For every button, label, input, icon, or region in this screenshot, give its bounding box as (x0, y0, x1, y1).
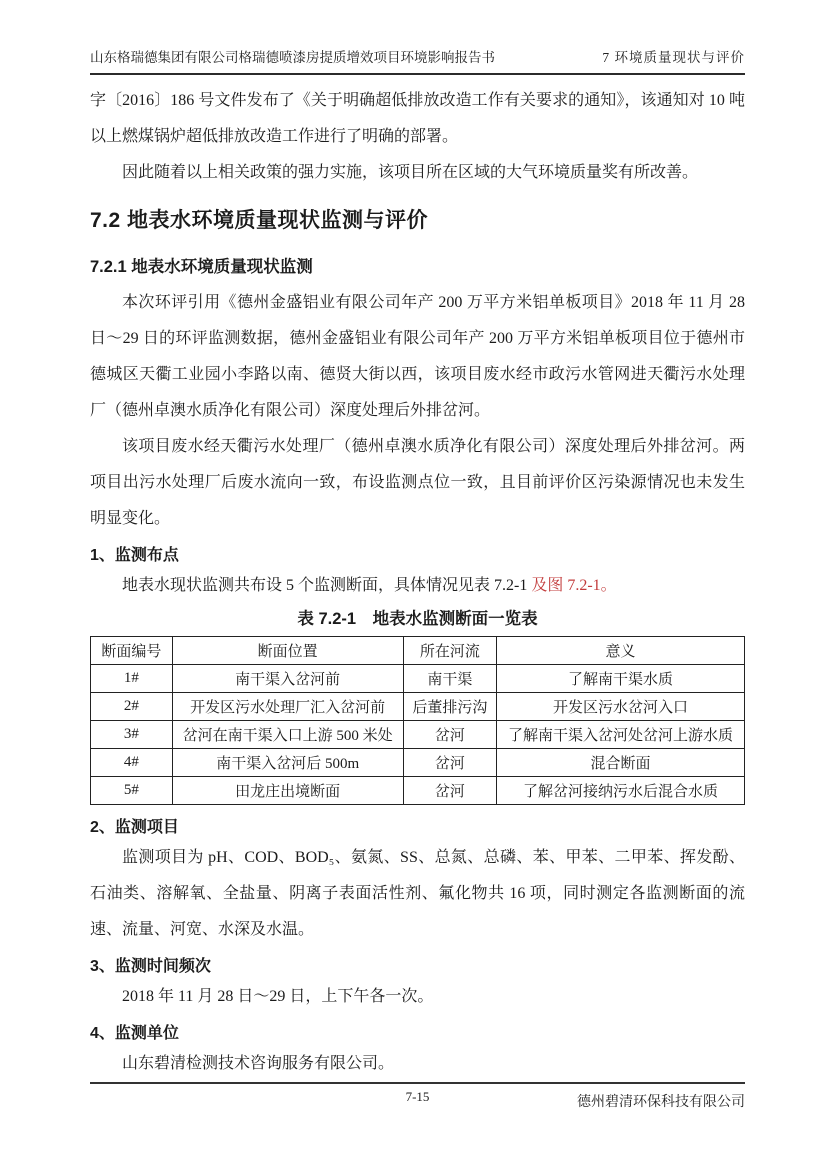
page-number: 7-15 (405, 1089, 430, 1104)
table-cell: 南干渠入岔河后 500m (172, 749, 403, 777)
paragraph-reference-project: 本次环评引用《德州金盛铝业有限公司年产 200 万平方米铝单板项目》2018 年 11 月 28 日～29 日的环评监测数据，德州金盛铝业有限公司年产 200 万平方米铝单板项目位于德州市德城区天衢工业园小李路以南、德贤大街以西，该项目废水经市政污水管网进天衢污水处理厂（德州卓澳水质净化有限公司）深度处理后外排岔河。 (90, 294, 745, 419)
monitoring-sections-table (90, 636, 745, 805)
table-row (91, 665, 745, 693)
table-cell: 南干渠 (403, 665, 497, 693)
heading-monitoring-frequency: 3、监测时间频次 (90, 958, 211, 975)
header-report-title: 山东格瑞德集团有限公司格瑞德喷漆房提质增效项目环境影响报告书 (90, 50, 495, 65)
header-chapter-title: 7 环境质量现状与评价 (602, 50, 745, 65)
table-row (91, 721, 745, 749)
paragraph-monitoring-frequency: 2018 年 11 月 28 日～29 日，上下午各一次。 (122, 988, 434, 1005)
table-cell: 岔河 (403, 721, 497, 749)
table-cell: 岔河 (403, 749, 497, 777)
table-cell: 了解南干渠水质 (497, 665, 745, 693)
paragraph-wastewater-flow: 该项目废水经天衢污水处理厂（德州卓澳水质净化有限公司）深度处理后外排岔河。两项目出污水处理厂后废水流向一致，布设监测点位一致，且目前评价区污染源情况也未发生明显变化。 (90, 438, 745, 527)
table-row (91, 777, 745, 805)
table-header-section-id: 断面编号 (91, 637, 173, 665)
table-header-section-position: 断面位置 (172, 637, 403, 665)
table-cell: 开发区污水处理厂汇入岔河前 (172, 693, 403, 721)
page-header (90, 46, 745, 75)
table-cell: 岔河 (403, 777, 497, 805)
table-header-river: 所在河流 (403, 637, 497, 665)
table-cell: 4# (91, 749, 173, 777)
page-footer (90, 1082, 745, 1110)
table-cell: 2# (91, 693, 173, 721)
table-cell: 后董排污沟 (403, 693, 497, 721)
table-cell: 开发区污水岔河入口 (497, 693, 745, 721)
table-cell: 1# (91, 665, 173, 693)
paragraph-policy-effect: 因此随着以上相关政策的强力实施，该项目所在区域的大气环境质量奖有所改善。 (122, 164, 699, 181)
table-caption: 表 7.2-1 地表水监测断面一览表 (297, 610, 538, 628)
paragraph-notice: 字〔2016〕186 号文件发布了《关于明确超低排放改造工作有关要求的通知》，该通知对 10 吨以上燃煤锅炉超低排放改造工作进行了明确的部署。 (90, 92, 745, 145)
table-row (91, 749, 745, 777)
section-heading-72: 7.2 地表水环境质量现状监测与评价 (90, 209, 429, 232)
table-cell: 混合断面 (497, 749, 745, 777)
table-cell: 南干渠入岔河前 (172, 665, 403, 693)
heading-monitoring-points: 1、监测布点 (90, 547, 179, 564)
paragraph-monitoring-points (90, 568, 745, 604)
section-heading-721: 7.2.1 地表水环境质量现状监测 (90, 258, 313, 276)
table-cell: 5# (91, 777, 173, 805)
heading-monitoring-items: 2、监测项目 (90, 819, 179, 836)
table-row (91, 693, 745, 721)
heading-monitoring-unit: 4、监测单位 (90, 1025, 179, 1042)
table-cell: 了解南干渠入岔河处岔河上游水质 (497, 721, 745, 749)
table-header-meaning: 意义 (497, 637, 745, 665)
footer-company: 德州碧清环保科技有限公司 (577, 1095, 745, 1110)
table-header-row (91, 637, 745, 665)
table-cell: 田龙庄出境断面 (172, 777, 403, 805)
table-cell: 了解岔河接纳污水后混合水质 (497, 777, 745, 805)
monitoring-points-text: 地表水现状监测共布设 5 个监测断面，具体情况见表 7.2-1 (122, 577, 532, 594)
table-cell: 3# (91, 721, 173, 749)
table-cell: 岔河在南干渠入口上游 500 米处 (172, 721, 403, 749)
monitoring-points-figure-ref: 及图 7.2-1。 (531, 577, 617, 594)
paragraph-monitoring-unit: 山东碧清检测技术咨询服务有限公司。 (122, 1055, 395, 1072)
paragraph-monitoring-items: 监测项目为 pH、COD、BOD₅、氨氮、SS、总氮、总磷、苯、甲苯、二甲苯、挥发酚、石油类、溶解氧、全盐量、阴离子表面活性剂、氟化物共 16 项，同时测定各监测断面的流速、流量、河宽、水深及水温。 (90, 849, 745, 938)
